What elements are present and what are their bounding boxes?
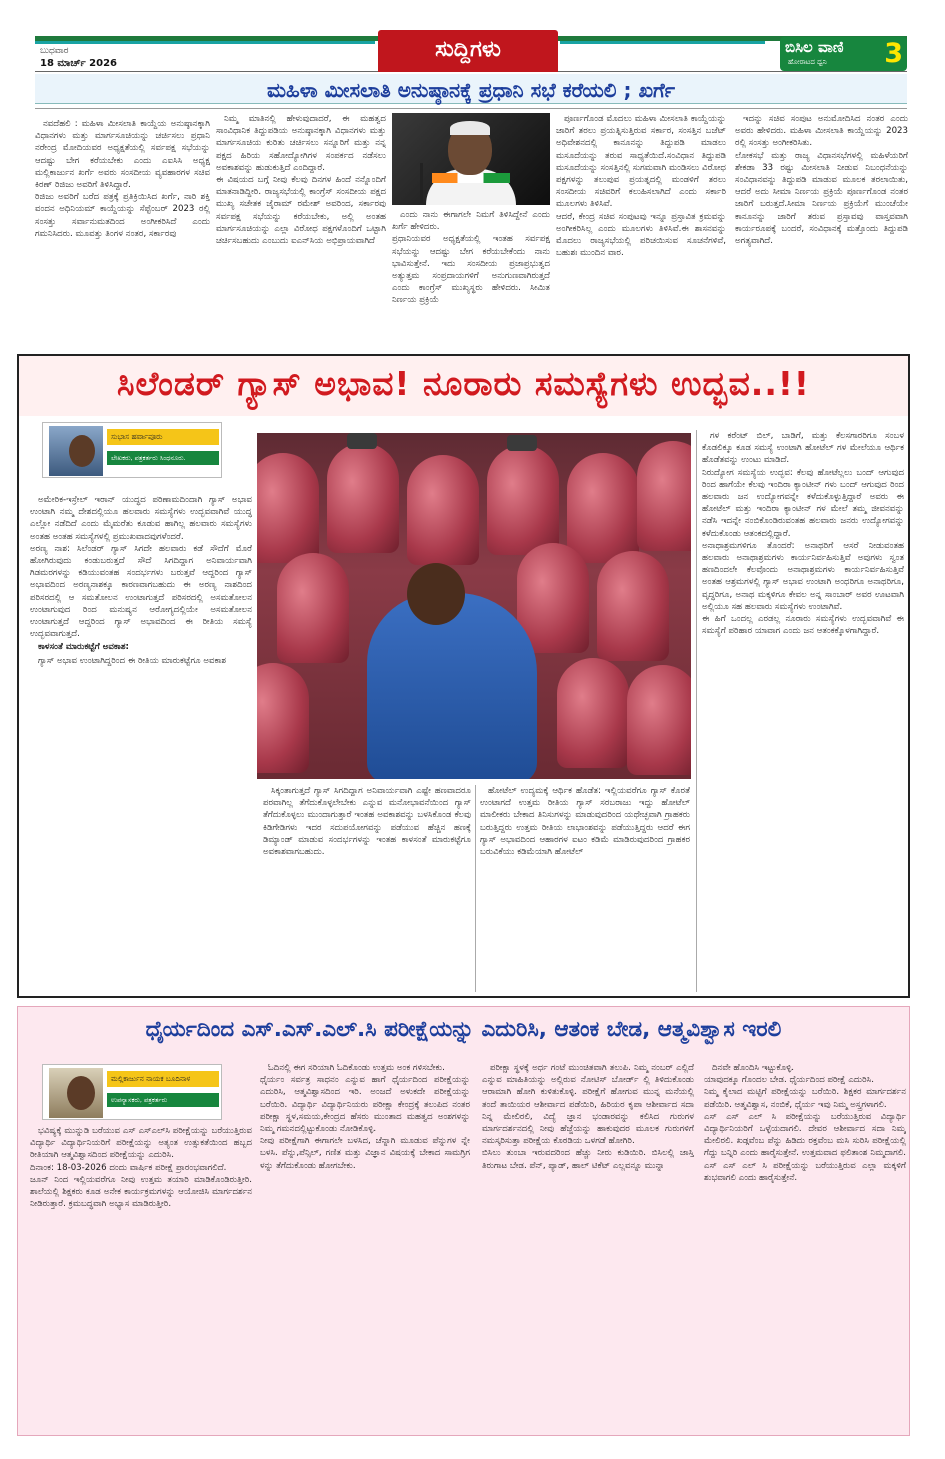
photo-hair	[450, 121, 490, 135]
article1-headline-band	[35, 74, 907, 104]
article3-col2-text: ಓದಿನಲ್ಲಿ ಈಗ ಸರಿಯಾಗಿ ಓದಿಕೊಂಡು ಉತ್ತಮ ಅಂಕ ಗಳಿಸಬೇಕು. ಧೈರ್ಯಂ ಸರ್ವತ್ರ ಸಾಧನಂ ಎನ್ನುವ ಹಾಗೆ ಧೈರ್ಯದಿಂದ ಪರೀಕ್ಷೆಯನ್ನು ಎದುರಿಸಿ, ಆತ್ಮವಿಶ್ವಾಸದಿಂದ ಇರಿ. ಅಂಜದೆ ಅಳುಕದೇ ಪರೀಕ್ಷೆಯನ್ನು ಬರೆಯಿರಿ. ವಿದ್ಯಾರ್ಥಿ ವಿದ್ಯಾರ್ಥಿನಿಯರು ಪರೀಕ್ಷಾ ಕೇಂದ್ರಕ್ಕೆ ತಲುಪಿದ ನಂತರ ಪರೀಕ್ಷಾ ಸ್ಥಳ,ಸಮಯ,ಕೇಂದ್ರದ ಹೆಸರು ಮುಂತಾದ ಮಹತ್ವದ ಅಂಶಗಳನ್ನು ನಿಮ್ಮ ಗಮನದಲ್ಲಿಟ್ಟುಕೊಂಡು ನೋಡಿಕೊಳ್ಳಿ. ನೀವು ಪರೀಕ್ಷೆಗಾಗಿ ಈಗಾಗಲೇ ಬಳಸಿದ, ಚೆನ್ನಾಗಿ ಮೂಡುವ ಪೆನ್ನುಗಳ ನ್ನೇ ಬಳಸಿ. ಪೆನ್ನು,ಪೆನ್ಸಿಲ್, ಗಣಿತ ಮತ್ತು ವಿಜ್ಞಾನ ವಿಷಯಕ್ಕೆ ಬೇಕಾದ ಸಾಮಗ್ರಿಗ ಳನ್ನು ತೆಗೆದುಕೊಂಡು ಹೋಗಬೇಕು.	[260, 1063, 470, 1171]
gas-cylinders-photo	[257, 433, 691, 779]
column-rule	[475, 785, 476, 992]
cylinder-shape	[637, 441, 691, 551]
worker-head	[407, 563, 465, 625]
cylinder-shape	[257, 453, 319, 563]
article3-col1-text: ಭವಿಷ್ಯಕ್ಕೆ ಮುನ್ನುಡಿ ಬರೆಯುವ ಎಸ್ ಎಸ್‌ಎಲ್‌ಸಿ ಪರೀಕ್ಷೆಯನ್ನು ಬರೆಯುತ್ತಿರುವ ವಿದ್ಯಾರ್ಥಿ ವಿದ್ಯಾರ್ಥಿನಿಯರಿಗೆ ಪರೀಕ್ಷೆಯನ್ನು ಅತ್ಯಂತ ಉತ್ಸುಕತೆಯಿಂದ ಹಬ್ಬದ ರೀತಿಯಾಗಿ ಆತ್ಮವಿಶ್ವಾಸದಿಂದ ಪರೀಕ್ಷೆಯನ್ನು ಎದುರಿಸಿ. ದಿನಾಂಕ: 18-03-2026 ದಂದು ವಾರ್ಷಿಕ ಪರೀಕ್ಷೆ ಪ್ರಾರಂಭವಾಗಲಿದೆ. ಜೂನ್ ನಿಂದ ಇಲ್ಲಿಯವರೆಗೂ ನೀವು ಉತ್ತಮ ತಯಾರಿ ಮಾಡಿಕೊಂಡಿರುತ್ತೀರಿ. ಶಾಲೆಯಲ್ಲಿ ಶಿಕ್ಷಕರು ಕೂಡ ಅನೇಕ ಕಾರ್ಯಕ್ರಮಗಳನ್ನು ಆಯೋಜಿಸಿ ಮಾರ್ಗದರ್ಶನ ನೀಡಿರುತ್ತಾರೆ. ಕ್ರಮಬದ್ಧವಾಗಿ ಅಭ್ಯಾಸ ಮಾಡಿರುತ್ತೀರಿ.	[30, 1126, 252, 1210]
article2-byline	[42, 422, 222, 478]
header-date: 18 ಮಾರ್ಚ್ 2026	[40, 58, 118, 69]
article1-column-3	[392, 209, 550, 346]
avatar-face	[69, 435, 95, 467]
article3-column-3	[482, 1062, 694, 1430]
author-role: ಲೇಖಕರು, ಪತ್ರಕರ್ತರು ಸಿಂಧನೂರು.	[107, 451, 219, 465]
article1-column-4	[556, 113, 726, 346]
column-rule	[696, 430, 697, 992]
article1-column-5	[735, 113, 908, 346]
header-accent-left	[35, 41, 375, 44]
worker-figure	[367, 593, 537, 779]
article2-headline-band	[19, 356, 908, 416]
article1-col2-text: ನಿಮ್ಮ ಮಾತಿನಲ್ಲಿ ಹೇಳುವುದಾದರೆ, ಈ ಮಹತ್ವದ ಸಾಂವಿಧಾನಿಕ ತಿದ್ದುಪಡಿಯ ಅನುಷ್ಠಾನಕ್ಕಾಗಿ ವಿಧಾನಗಳು ಮತ್ತು ಮಾರ್ಗಸೂಚಿಯ ಕುರಿತು ಚರ್ಚಿಸಲು ಸನ್ನೂರಿಗೆ ಮತ್ತು ನನ್ನ ಪಕ್ಷದ ಹಿರಿಯ ಸಹೋದ್ಯೋಗಿಗಳ ಸಂಪರ್ಕದ ನಡೆಸಲು ಅವಕಾಶವನ್ನು ಹುಡುಕುತ್ತಿದೆ ಎಂದಿದ್ದಾರೆ. ಈ ವಿಷಯದ ಬಗ್ಗೆ ನೀವು ಕೆಲವು ದಿನಗಳ ಹಿಂದೆ ನನ್ನೊಂದಿಗೆ ಮಾತನಾಡಿದ್ದೀರಿ. ರಾಜ್ಯಸಭೆಯಲ್ಲಿ ಕಾಂಗ್ರೆಸ್ ಸಂಸದೀಯ ಪಕ್ಷದ ಮುಖ್ಯ ಸಚೇತಕ ಜೈರಾಮ್ ರಮೇಶ್ ಅವರಿಂದ, ಸರ್ಕಾರವು ಸರ್ವಪಕ್ಷ ಸಭೆಯನ್ನು ಕರೆಯಬೇಕು, ಅಲ್ಲಿ ಅಂತಹ ಮಾರ್ಗಸೂಚಿಯನ್ನು ಎಲ್ಲಾ ವಿರೋಧ ಪಕ್ಷಗಳೊಂದಿಗೆ ಒಟ್ಟಾಗಿ ಚರ್ಚಿಸಬಹುದು ಎಂಬುದು ಐಎನ್‌ಸಿಯ ಅಭಿಪ್ರಾಯವಾಗಿದೆ	[216, 114, 386, 247]
author-role: ಉಪನ್ಯಾಸಕರು, ಪತ್ರಕರ್ತರು	[107, 1093, 219, 1107]
article1-column-1	[35, 118, 210, 346]
article1-col4-text: ಪೂರ್ಣಗೊಂಡ ಮೊದಲು ಮಹಿಳಾ ಮೀಸಲಾತಿ ಕಾಯ್ದೆಯನ್ನು ಜಾರಿಗೆ ತರಲು ಪ್ರಯತ್ನಿಸುತ್ತಿರುವ ಸರ್ಕಾರ, ಸಂಸತ್ತಿನ ಬಜೆಟ್ ಅಧಿವೇಶನದಲ್ಲಿ ಕಾನೂನನ್ನು ತಿದ್ದುಪಡಿ ಮಾಡಲು ಮಸೂದೆಯನ್ನು ತರುವ ಸಾಧ್ಯತೆಯಿದೆ.ಸಂವಿಧಾನ ತಿದ್ದುಪಡಿ ಮಸೂದೆಯನ್ನು ಸಂಸತ್ತಿನಲ್ಲಿ ಸುಗಮವಾಗಿ ಮಂಡಿಸಲು ವಿರೋಧ ಪಕ್ಷಗಳನ್ನು ತಲುಪುವ ಪ್ರಯತ್ನದಲ್ಲಿ ಮಂಡಳಿಗೆ ತರಲು ಸಂಸದೀಯ ಸಚಿವರಿಗೆ ಕಲುಹಿಸಲಾಗಿದೆ ಎಂದು ಸರ್ಕಾರಿ ಮೂಲಗಳು ತಿಳಿಸಿವೆ. ಆದರೆ, ಕೇಂದ್ರ ಸಚಿವ ಸಂಪುಟವು ಇನ್ನೂ ಪ್ರಸ್ತಾವಿತ ಕ್ರಮವನ್ನು ಅಂಗೀಕರಿಸಿಲ್ಲ ಎಂದು ಮೂಲಗಳು ತಿಳಿಸಿವೆ.ಈ ಶಾಸನವನ್ನು ಮೊದಲು ರಾಜ್ಯಸಭೆಯಲ್ಲಿ ಪರಿಚಯಿಸುವ ಸೂಚನೆಗಳಿವೆ, ಬಹುಶಃ ಮುಂದಿನ ವಾರ.	[556, 114, 726, 259]
brand-name: ಬಿಸಿಲ ವಾಣಿ	[785, 38, 844, 56]
masthead-brand	[780, 37, 907, 71]
article2-column-1	[30, 494, 252, 992]
cylinder-shape	[627, 665, 691, 775]
article3-column-2	[260, 1062, 470, 1430]
article1-col5-text: ಇದನ್ನು ಸಚಿವ ಸಂಪುಟ ಅನುಮೋದಿಸಿದ ನಂತರ ಎಂದು ಅವರು ಹೇಳಿದರು. ಮಹಿಳಾ ಮೀಸಲಾತಿ ಕಾಯ್ದೆಯನ್ನು 2023 ರಲ್ಲಿ ಸಂಸತ್ತು ಅಂಗೀಕರಿಸಿತು. ಲೋಕಸಭೆ ಮತ್ತು ರಾಜ್ಯ ವಿಧಾನಸಭೆಗಳಲ್ಲಿ ಮಹಿಳೆಯರಿಗೆ ಶೇಕಡಾ 33 ರಷ್ಟು ಮೀಸಲಾತಿ ನೀಡುವ ನಿಬಂಧನೆಯನ್ನು ಸಂವಿಧಾನವನ್ನು ತಿದ್ದುಪಡಿ ಮಾಡುವ ಮೂಲಕ ತರಲಾಯಿತು, ಆದರೆ ಅದು ಸೀಮಾ ನಿರ್ಣಯ ಪ್ರಕ್ರಿಯೆ ಪೂರ್ಣಗೊಂಡ ನಂತರ ಜಾರಿಗೆ ಬರುತ್ತದೆ.ಸೀಮಾ ನಿರ್ಣಯ ಪ್ರಕ್ರಿಯೆಗೆ ಮುಂಚೆಯೇ ಕಾನೂನನ್ನು ಜಾರಿಗೆ ತರುವ ಪ್ರಸ್ತಾವವು ವಾಸ್ತವವಾಗಿ ಕಾರ್ಯರೂಪಕ್ಕೆ ಬಂದರೆ, ಸಂವಿಧಾನಕ್ಕೆ ಮತ್ತೊಂದು ತಿದ್ದುಪಡಿ ಅಗತ್ಯವಾಗಿದೆ.	[735, 114, 908, 247]
cylinder-shape	[567, 453, 639, 563]
avatar-face	[67, 1076, 95, 1110]
article1-col1-text: ನವದೆಹಲಿ : ಮಹಿಳಾ ಮೀಸಲಾತಿ ಕಾಯ್ದೆಯ ಅನುಷ್ಠಾನಕ್ಕಾಗಿ ವಿಧಾನಗಳು ಮತ್ತು ಮಾರ್ಗಸೂಚಿಯನ್ನು ಚರ್ಚಿಸಲು ಪ್ರಧಾನಿ ನರೇಂದ್ರ ಮೋದಿಯವರ ಅಧ್ಯಕ್ಷತೆಯಲ್ಲಿ ಸರ್ವಪಕ್ಷ ಸಭೆಯನ್ನು ಆದಷ್ಟು ಬೇಗ ಕರೆಯಬೇಕು ಎಂದು ಎಐಸಿಸಿ ಅಧ್ಯಕ್ಷ ಮಲ್ಲಿಕಾರ್ಜುನ ಖರ್ಗೆ ಅವರು ಸಂಸದೀಯ ವ್ಯವಹಾರಗಳ ಸಚಿವ ಕಿರಣ್ ರಿಜಿಜು ಅವರಿಗೆ ತಿಳಿಸಿದ್ದಾರೆ. ರಿಜಿಜು ಅವರಿಗೆ ಬರೆದ ಪತ್ರಕ್ಕೆ ಪ್ರತಿಕ್ರಿಯಿಸಿದ ಖರ್ಗೆ, ನಾರಿ ಶಕ್ತಿ ವಂದನ ಅಧಿನಿಯಮ್ ಕಾಯ್ದೆಯನ್ನು ಸೆಪ್ಟೆಂಬರ್ 2023 ರಲ್ಲಿ ಸಂಸತ್ತು ಸರ್ವಾನುಮತದಿಂದ ಅಂಗೀಕರಿಸಿದೆ ಎಂದು ಗಮನಿಸಿದರು. ಮೂವತ್ತು ತಿಂಗಳ ನಂತರ, ಸರ್ಕಾರವು	[35, 119, 210, 239]
author-name: ಮಲ್ಲಿಕಾರ್ಜುನ ನಾಯಕ ಬೂದಿನಾಳ	[107, 1071, 219, 1087]
article1-headline: ಮಹಿಳಾ ಮೀಸಲಾತಿ ಅನುಷ್ಠಾನಕ್ಕೆ ಪ್ರಧಾನಿ ಸಭೆ ಕರೆಯಲಿ ; ಖರ್ಗೆ	[267, 78, 675, 102]
article2-col3-text: ಹೋಟೆಲ್ ಉದ್ಯಮಕ್ಕೆ ಆರ್ಥಿಕ ಹೊಡೆತ: ಇಲ್ಲಿಯವರೆಗೂ ಗ್ಯಾಸ್ ಕೊರತೆ ಉಂಟಾಗದೆ ಉತ್ತಮ ರೀತಿಯ ಗ್ಯಾಸ್ ಸರಬರಾಜು ಇದ್ದು ಹೋಟೆಲ್ ಮಾಲೀಕರು ಬೇಕಾದ ತಿನಿಸುಗಳನ್ನು ಮಾಡುವುದರಿಂದ ಯಥೇಚ್ಛವಾಗಿ ಗ್ರಾಹಕರು ಬರುತ್ತಿದ್ದರು ಉತ್ತಮ ರೀತಿಯ ಲಾಭಾಂಶವನ್ನು ಪಡೆಯುತ್ತಿದ್ದರು ಆದರೆ ಈಗ ಗ್ಯಾಸ್ ಅಭಾವದಿಂದ ಆಹಾರಗಳ ಐಟಂ ಕಡಿಮೆ ಮಾಡಿರುವುದರಿಂದ ಗ್ರಾಹಕರ ಬರುವಿಕೆಯು ಕಡಿಮೆಯಾಗಿ ಹೋಟೆಲ್	[480, 786, 690, 858]
cylinder-shape	[407, 455, 479, 565]
article2-col2-text: ಸಿಕ್ಕಂತಾಗುತ್ತದೆ ಗ್ಯಾಸ್ ಸಿಗದಿದ್ದಾಗ ಅನಿವಾರ್ಯವಾಗಿ ಎಷ್ಟೇ ಹಣವಾದರೂ ಪರವಾಗಿಲ್ಲ ತೆಗೆದುಕೊಳ್ಳಲೇಬೇಕು ಎನ್ನುವ ಮನೋಭಾವನೆಯಿಂದ ಗ್ಯಾಸ್ ತೆಗೆದುಕೊಳ್ಳಲು ಮುಂದಾಗುತ್ತಾರೆ ಇಂತಹ ಅವಕಾಶವನ್ನು ಬಳಸಿಕೊಂಡ ಕೆಲವು ಕಿಡಿಗೇಡಿಗಳು ಇದರ ಸದುಪಯೋಗವನ್ನು ಪಡೆಯುವ ಹೆಚ್ಚಿನ ಹಣಕ್ಕೆ ಡಿಮ್ಯಾಂಡ್ ಮಾಡುವ ಸಂದರ್ಭಗಳನ್ನು ಇಂತಹ ಕಾಳಸಂತೆ ಮಾರುಕಟ್ಟೆಗೂ ಅವಕಾಶವಾಗಬಹುದು.	[263, 786, 471, 858]
article3-col3-text: ಪರೀಕ್ಷಾ ಸ್ಥಳಕ್ಕೆ ಅರ್ಧ ಗಂಟೆ ಮುಂಚಿತವಾಗಿ ತಲುಪಿ. ನಿಮ್ಮ ನಂಬರ್ ಎಲ್ಲಿದೆ ಎನ್ನುವ ಮಾಹಿತಿಯನ್ನು ಅಲ್ಲಿರುವ ನೋಟಿಸ್ ಬೋರ್ಡ್ ಲ್ಲಿ ತಿಳಿದುಕೊಂಡು ಆರಾಮಾಗಿ ಹೋಗಿ ಕುಳಿತುಕೊಳ್ಳಿ. ಪರೀಕ್ಷೆಗೆ ಹೋಗುವ ಮುನ್ನ ಮನೆಯಲ್ಲಿ ತಂದೆ ತಾಯಿಯರ ಆಶೀರ್ವಾದ ಪಡೆಯಿರಿ, ಹಿರಿಯರ ಕೃಪಾ ಆಶೀರ್ವಾದ ಸದಾ ನಿನ್ನ ಮೇಲಿರಲಿ, ವಿದ್ಯೆ ಜ್ಞಾನ ಭಂಡಾರವನ್ನು ಕಲಿಸಿದ ಗುರುಗಳ ಮಾರ್ಗದರ್ಶನದಲ್ಲಿ ನೀವು ಹೆಜ್ಜೆಯನ್ನು ಹಾಕುವುದರ ಮೂಲಕ ಗುರುಗಳಿಗೆ ನಮಸ್ಕರಿಸುತ್ತಾ ಪರೀಕ್ಷೆಯ ಕೊಠಡಿಯ ಒಳಗಡೆ ಹೋಗಿರಿ. ಬಿಸಿಲು ತುಂಬಾ ಇರುವದರಿಂದ ಹೆಚ್ಚು ನೀರು ಕುಡಿಯಿರಿ. ಬಿಸಿಲಲ್ಲಿ ಜಾಸ್ತಿ ತಿರುಗಾಟ ಬೇಡ. ಪೆನ್, ಪ್ಯಾಡ್, ಹಾಲ್ ಟಿಕೆಟ್ ಎಲ್ಲವನ್ನೂ ಮುನ್ನಾ	[482, 1063, 694, 1171]
header-accent-right	[560, 41, 765, 44]
author-avatar	[49, 1068, 103, 1118]
microphone-icon	[420, 163, 423, 203]
article3-col4-text: ದಿನವೇ ಹೊಂದಿಸಿ ಇಟ್ಟುಕೊಳ್ಳಿ. ಯಾವುದಕ್ಕೂ ಗೊಂದಲ ಬೇಡ. ಧೈರ್ಯದಿಂದ ಪರೀಕ್ಷೆ ಎದುರಿಸಿ. ನಿಮ್ಮ ಕೈಲಾದ ಮಟ್ಟಿಗೆ ಪರೀಕ್ಷೆಯನ್ನು ಬರೆಯಿರಿ. ಶಿಕ್ಷಕರ ಮಾರ್ಗದರ್ಶನ ಪಡೆಯಿರಿ. ಆತ್ಮವಿಶ್ವಾಸ, ನಂಬಿಕೆ, ಧೈರ್ಯ ಇವು ನಿಮ್ಮ ಅಸ್ತ್ರಗಳಾಗಲಿ. ಎಸ್ ಎಸ್ ಎಲ್ ಸಿ ಪರೀಕ್ಷೆಯನ್ನು ಬರೆಯುತ್ತಿರುವ ವಿದ್ಯಾರ್ಥಿ ವಿದ್ಯಾರ್ಥಿನಿಯರಿಗೆ ಒಳ್ಳೆಯದಾಗಲಿ. ದೇವರ ಆಶೀರ್ವಾದ ಸದಾ ನಿಮ್ಮ ಮೇಲಿರಲಿ. ಖಡ್ಗವೆಂಬ ಪೆನ್ನು ಹಿಡಿದು ರಕ್ತವೆಂಬ ಮಸಿ ಸುರಿಸಿ ಪರೀಕ್ಷೆಯಲ್ಲಿ ಗೆದ್ದು ಬನ್ನಿರಿ ಎಂದು ಹಾರೈಸುತ್ತೇನೆ. ಉತ್ತಮವಾದ ಫಲಿತಾಂಶ ನಿಮ್ಮದಾಗಲಿ. ಎಸ್ ಎಸ್ ಎಲ್ ಸಿ ಪರೀಕ್ಷೆಯನ್ನು ಬರೆಯುತ್ತಿರುವ ಎಲ್ಲಾ ಮಕ್ಕಳಿಗೆ ಶುಭವಾಗಲಿ ಎಂದು ಹಾರೈಸುತ್ತೇನೆ.	[704, 1063, 906, 1183]
article3-byline	[42, 1064, 222, 1120]
article3-column-1	[30, 1125, 252, 1430]
article2-column-4	[702, 430, 904, 992]
kharge-photo	[392, 113, 550, 205]
cylinder-shape	[597, 551, 669, 661]
cylinder-valve	[507, 435, 537, 451]
article2-column-2	[263, 785, 471, 992]
brand-tagline: ಹೋರಾಟದ ಧ್ವನಿ	[788, 58, 827, 66]
article2-column-3	[480, 785, 690, 992]
article2-col1-tail: ಗ್ಯಾಸ್ ಅಭಾವ ಉಂಟಾಗಿದ್ದರಿಂದ ಈ ರೀತಿಯ ಮಾರುಕಟ್ಟೆಗೂ ಅವಕಾಶ	[38, 655, 227, 666]
article3-headline: ಧೈರ್ಯದಿಂದ ಎಸ್.ಎಸ್.ಎಲ್.ಸಿ ಪರೀಕ್ಷೆಯನ್ನು ಎದುರಿಸಿ, ಆತಂಕ ಬೇಡ, ಆತ್ಮವಿಶ್ವಾಸ ಇರಲಿ	[145, 1017, 782, 1042]
author-name: ಸುಭಾಸ ಹರ್ವಾಪೂರು	[107, 429, 219, 445]
cylinder-shape	[277, 553, 349, 663]
article1-col3-text: ಎಂದು ನಾನು ಈಗಾಗಲೇ ನಿಮಗೆ ತಿಳಿಸಿದ್ದೇನೆ ಎಂದು ಖರ್ಗೆ ಹೇಳಿದರು. ಪ್ರಧಾನಿಯವರ ಅಧ್ಯಕ್ಷತೆಯಲ್ಲಿ ಇಂತಹ ಸರ್ವಪಕ್ಷ ಸಭೆಯನ್ನು ಆದಷ್ಟು ಬೇಗ ಕರೆಯಬೇಕೆಂದು ನಾನು ಭಾವಿಸುತ್ತೇನೆ. ಇದು ಸಂಸದೀಯ ಪ್ರಜಾಪ್ರಭುತ್ವದ ಅತ್ಯುತ್ತಮ ಸಂಪ್ರದಾಯಗಳಿಗೆ ಅನುಗುಣವಾಗಿರುತ್ತದೆ ಎಂದು ಕಾಂಗ್ರೆಸ್ ಮುಖ್ಯಸ್ಥರು ಹೇಳಿದರು. ಸೀಮಿತ ನಿರ್ಣಯ ಪ್ರಕ್ರಿಯೆ	[392, 210, 550, 306]
header-weekday: ಬುಧವಾರ	[40, 46, 69, 56]
cylinder-shape	[557, 658, 629, 768]
article1-column-2	[216, 113, 386, 346]
cylinder-shape	[487, 445, 559, 555]
article2-headline: ಸಿಲೆಂಡರ್ ಗ್ಯಾಸ್ ಅಭಾವ! ನೂರಾರು ಸಮಸ್ಯೆಗಳು ಉದ್ಭವ..!!	[117, 364, 810, 403]
cylinder-shape	[257, 663, 309, 773]
article1-divider	[35, 108, 907, 109]
article2-col4-text: ಗಳ ಕರೆಂಟ್ ಬಿಲ್, ಬಾಡಿಗೆ, ಮತ್ತು ಕೆಲಸಗಾರರಿಗೂ ಸಂಬಳ ಕೊಡಲಿಕ್ಕೂ ಕೂಡ ಸಮಸ್ಯೆ ಉಂಟಾಗಿ ಹೋಟೆಲ್ ಗಳ ಮೇಲೆಯೂ ಆರ್ಥಿಕ ಹೊಡೆತವನ್ನು ಉಂಟು ಮಾಡಿದೆ. ನಿರುದ್ಯೋಗ ಸಮಸ್ಯೆಯ ಉದ್ಭವ: ಕೆಲವು ಹೋಟೆಲ್ಲಲು ಬಂದ್ ಆಗುವುದ ರಿಂದ ಹಾಗೆಯೇ ಕೆಲವು ಇಂದಿರಾ ಕ್ಯಾಂಟೀನ್ ಗಳು ಬಂದ್ ಆಗುವುದ ರಿಂದ ಹಲವಾರು ಜನ ಉದ್ಯೋಗವನ್ನೇ ಕಳೆದುಕೊಳ್ಳುತ್ತಿದ್ದಾರೆ ಅವರು ಈ ಹೋಟೆಲ್ ಮತ್ತು ಇಂದಿರಾ ಕ್ಯಾಂಟೀನ್ ಗಳ ಮೇಲೆ ತಮ್ಮ ಜೀವನವನ್ನು ನಡೆಸಿ ಇದನ್ನೇ ನಂಬಿಕೊಂಡಿರುವಂತಹ ಹಲವಾರು ಜನರು ಉದ್ಯೋಗವನ್ನು ಕಳೆದುಕೊಂಡು ಆತಂಕದಲ್ಲಿದ್ದಾರೆ. ಅನಾಥಾಶ್ರಮಗಳಿಗೂ ತೊಂದರೆ: ಅನಾಥರಿಗೆ ಆಸರೆ ನೀಡುವಂತಹ ಹಲವಾರು ಅನಾಥಾಶ್ರಮಗಳು ಕಾರ್ಯನಿರ್ವಹಿಸುತ್ತಿವೆ ಅವುಗಳು ಸ್ವಂತ ಹಣದಿಂದಲೇ ಕೆಲವೊಂದು ಅನಾಥಾಶ್ರಮಗಳು ಕಾರ್ಯನಿರ್ವಹಿಸುತ್ತಿವೆ ಅಂತಹ ಆಶ್ರಮಗಳಲ್ಲಿ ಗ್ಯಾಸ್ ಅಭಾವ ಉಂಟಾಗಿ ಅಂಧರಿಗೂ ಅನಾಥರಿಗೂ, ವೃದ್ಧರಿಗೂ, ಅನಾಥ ಮಕ್ಕಳಿಗೂ ಕೇವಲ ಅನ್ನ ಸಾಂಬಾರ್ ಅವರ ಊಟವಾಗಿ ಅಲ್ಲಿಯೂ ಸಹ ಹಲವಾರು ಸಮಸ್ಯೆಗಳು ಉಂಟಾಗಿವೆ. ಈ ಹಿಗೆ ಒಂದಲ್ಲ ಎರಡಲ್ಲ ನೂರಾರು ಸಮಸ್ಯೆಗಳು ಉದ್ಭವವಾಗಿವೆ ಈ ಸಮಸ್ಯೆಗೆ ಪರಿಹಾರ ಯಾವಾಗ ಎಂದು ಜನ ಆತಂಕಕ್ಕೊಳಗಾಗಿದ್ದಾರೆ.	[702, 431, 904, 637]
cylinder-valve	[347, 433, 377, 449]
article2-col1-text: ಅಮೇರಿಕ-ಇಸ್ರೇಲ್ ಇರಾನ್ ಯುದ್ಧದ ಪರಿಣಾಮದಿಂದಾಗಿ ಗ್ಯಾಸ್ ಅಭಾವ ಉಂಟಾಗಿ ನಮ್ಮ ದೇಶದಲ್ಲಿಯೂ ಹಲವಾರು ಸಮಸ್ಯೆಗಳು ಉದ್ಭವವಾಗಿವೆ ಯುದ್ಧ ಎಲ್ಲೋ ನಡೆದಿದೆ ಎಂದು ಮೈಮರೆತು ಕೂಡುವ ಹಾಗಿಲ್ಲ ಹಲವಾರು ಸಮಸ್ಯೆಗಳು ಅಂತಹ ಅಂತಹ ಸಮಸ್ಯೆಗಳಲ್ಲಿ ಪ್ರಮುಖವಾದವುಗಳೆಂದರೆ. ಅರಣ್ಯ ನಾಶ: ಸಿಲೆಂಡರ್ ಗ್ಯಾಸ್ ಸಿಗದೇ ಹಲವಾರು ಕಡೆ ಸೌದೆಗೆ ಮೊರೆ ಹೋಗಿರುವುದು ಕಂಡುಬರುತ್ತದೆ ಸೌದೆ ಸಿಗದಿದ್ದಾಗ ಅನಿವಾರ್ಯವಾಗಿ ಗಿಡಮರಗಳನ್ನು ಕಡಿಯುವಂತಹ ಸಂದರ್ಭಗಳು ಬರುತ್ತವೆ ಆದ್ದರಿಂದ ಗ್ಯಾಸ್ ಅಭಾವದಿಂದ ಅರಣ್ಯನಾಶಕ್ಕೂ ಕಾರಣವಾಗಬಹುದು ಈ ಅರಣ್ಯ ನಾಶದಿಂದ ಪರಿಸರದಲ್ಲಿ ಆ ಸಮತೋಲನ ಉಂಟಾಗುತ್ತದೆ ಪರಿಸರದಲ್ಲಿ ಅಸಮತೋಲನ ಉಂಟಾಗುವುದ ರಿಂದ ಮನುಷ್ಯನ ಆರೋಗ್ಯದಲ್ಲಿಯೇ ಅಸಮತೋಲನ ಉಂಟಾಗುತ್ತದೆ ಆದ್ದರಿಂದ ಗ್ಯಾಸ್ ಅಭಾವದಿಂದ ಈ ರೀತಿಯ ಸಮಸ್ಯೆ ಉದ್ಭವವಾಗುತ್ತದೆ.	[30, 495, 252, 640]
author-avatar	[49, 426, 103, 476]
page-number: 3	[884, 38, 903, 69]
cylinder-shape	[327, 443, 399, 553]
article2-subhead-blackmarket: ಕಾಳಸಂತೆ ಮಾರುಕಟ್ಟೆಗೆ ಅವಕಾಶ:	[38, 642, 129, 653]
section-title: ಸುದ್ದಿಗಳು	[378, 30, 558, 72]
article3-column-4	[704, 1062, 906, 1430]
